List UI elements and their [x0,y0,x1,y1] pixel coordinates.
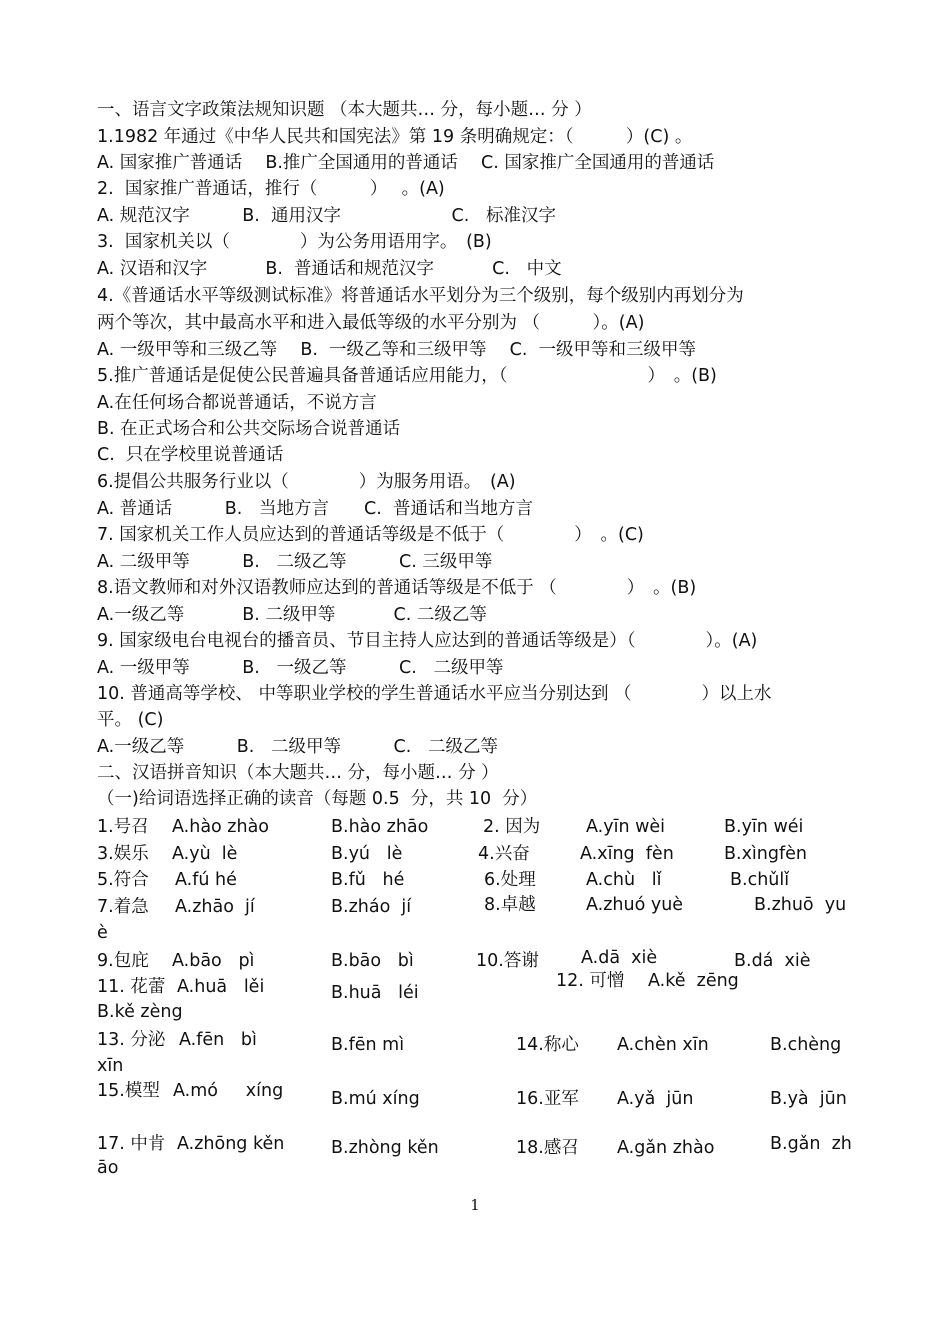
text-line: A. 二级甲等 B. 二级乙等 C. 三级甲等 [97,552,493,572]
item-wrap-text: āo [97,1158,119,1178]
text-line: A. 规范汉字 B. 通用汉字 C. 标准汉字 [97,206,557,226]
item-option-a: A.fēn bì [179,1030,257,1050]
section2-title: 二、汉语拼音知识（本大题共… 分，每小题… 分 ） [97,763,499,783]
text-line: A. 普通话 B. 当地方言 C. 普通话和当地方言 [97,499,533,519]
text-line: C. 只在学校里说普通话 [97,445,284,465]
text-line: 平。 (C) [97,710,164,730]
item-option-b: B.zhuō yu [754,895,847,915]
text-line: A.在任何场合都说普通话，不说方言 [97,393,377,413]
item-option-a: A.chèn xīn [617,1035,709,1055]
item-option-b: B.hào zhāo [331,817,429,837]
item-option-b: B.dá xiè [734,951,811,971]
item-option-b: B.gǎn zh [770,1134,852,1154]
item-option-b: B.yú lè [331,844,403,864]
item-word: 11. 花蕾 [97,977,166,997]
item-option-b: B.fēn mì [331,1035,405,1055]
text-line: 4.《普通话水平等级测试标准》将普通话水平划分为三个级别，每个级别内再划分为 [97,286,744,306]
item-word: 7.着急 [97,897,149,917]
item-option-a: A.kě zēng [648,971,739,991]
item-option-a: A.yù lè [172,844,238,864]
item-word: 5.符合 [97,870,149,890]
item-option-b: B.yà jūn [770,1089,847,1109]
text-line: 9. 国家级电台电视台的播音员、节目主持人应达到的普通话等级是）（ ）。(A) [97,631,758,651]
item-option-b: B.bāo bì [331,951,414,971]
item-word: 14.称心 [516,1035,579,1055]
item-word: 10.答谢 [476,951,539,971]
item-option-a: A.xīng fèn [580,844,674,864]
item-wrap-text: è [97,923,108,943]
item-option-b: B.yīn wéi [724,817,804,837]
item-word: 8.卓越 [484,895,536,915]
item-wrap-text: xīn [97,1056,124,1076]
text-line: A. 汉语和汉字 B. 普通话和规范汉字 C. 中文 [97,259,562,279]
item-option-b: B.chǔlǐ [730,870,790,890]
text-line: 8.语文教师和对外汉语教师应达到的普通话等级是不低于 （ ） 。(B) [97,578,697,598]
text-line: A. 一级甲等 B. 一级乙等 C. 二级甲等 [97,658,504,678]
item-option-b: B.fǔ hé [331,870,405,890]
item-word: 16.亚军 [516,1089,579,1109]
item-option-b: B.chèng [770,1035,842,1055]
item-word: 1.号召 [97,817,149,837]
text-line: 5.推广普通话是促使公民普遍具备普通话应用能力，（ ） 。(B) [97,366,717,386]
item-word: 13. 分泌 [97,1030,166,1050]
item-option-b: B.zháo jí [331,897,412,917]
item-option-a: A.fú hé [175,870,237,890]
item-word: 3.娱乐 [97,844,149,864]
item-option-b: B.huā léi [331,983,419,1003]
item-option-a: A.mó xíng [173,1081,284,1101]
text-line: A. 一级甲等和三级乙等 B. 一级乙等和三级甲等 C. 一级甲等和三级甲等 [97,340,697,360]
text-line: A. 国家推广普通话 B.推广全国通用的普通话 C. 国家推广全国通用的普通话 [97,153,715,173]
item-option-a: A.yǎ jūn [617,1089,694,1109]
item-word: 15.模型 [97,1081,160,1101]
text-line: B. 在正式场合和公共交际场合说普通话 [97,419,401,439]
item-option-b: B.xìngfèn [724,844,808,864]
item-word: 17. 中肯 [97,1134,166,1154]
item-option-a: A.zhāo jí [175,897,255,917]
text-line: 6.提倡公共服务行业以（ ）为服务用语。 (A) [97,472,516,492]
item-word: 18.感召 [516,1138,579,1158]
section2-subtitle: （一)给词语选择正确的读音（每题 0.5 分，共 10 分） [97,789,538,809]
item-option-a: A.dā xiè [581,948,658,968]
text-line: 7. 国家机关工作人员应达到的普通话等级是不低于（ ） 。(C) [97,525,644,545]
item-word: 12. 可憎 [556,971,625,991]
item-word: 6.处理 [484,870,536,890]
item-option-a: A.zhuó yuè [586,895,684,915]
text-line: A.一级乙等 B. 二级甲等 C. 二级乙等 [97,737,498,757]
item-option-a: A.hào zhào [172,817,270,837]
item-option-a: A.bāo pì [172,951,255,971]
text-line: A.一级乙等 B. 二级甲等 C. 二级乙等 [97,605,487,625]
item-option-a: A.gǎn zhào [617,1138,715,1158]
item-option-a: A.chù lǐ [586,870,662,890]
item-wrap-text: B.kě zèng [97,1002,183,1022]
text-line: 3. 国家机关以（ ）为公务用语用字。 (B) [97,232,492,252]
text-line: 2. 国家推广普通话，推行（ ） 。(A) [97,179,445,199]
page-number: 1 [470,1196,480,1214]
item-option-b: B.mú xíng [331,1089,420,1109]
item-option-a: A.yīn wèi [586,817,666,837]
item-option-b: B.zhòng kěn [331,1138,439,1158]
item-option-a: A.zhōng kěn [177,1134,285,1154]
item-word: 2. 因为 [483,817,541,837]
item-option-a: A.huā lěi [177,977,265,997]
text-line: 10. 普通高等学校、 中等职业学校的学生普通话水平应当分别达到 （ ）以上水 [97,684,772,704]
section1-title: 一、语言文字政策法规知识题 （本大题共… 分，每小题… 分 ） [97,100,592,120]
text-line: 1.1982 年通过《中华人民共和国宪法》第 19 条明确规定：（ ）(C) 。 [97,127,693,147]
text-line: 两个等次，其中最高水平和进入最低等级的水平分别为 （ ）。(A) [97,313,645,333]
item-word: 4.兴奋 [478,844,530,864]
item-word: 9.包庇 [97,951,149,971]
